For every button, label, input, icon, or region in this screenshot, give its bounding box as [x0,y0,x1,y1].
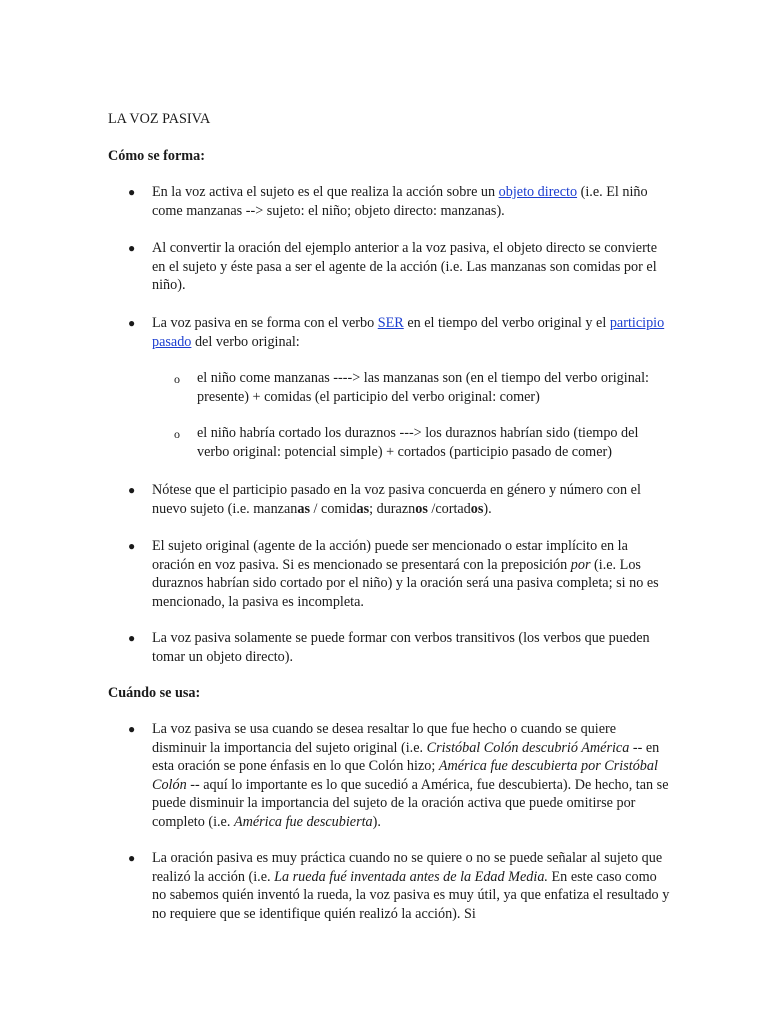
list-item: La voz pasiva solamente se puede formar con verbos transitivos (los verbos que pueden tomar un objeto directo). [152,630,650,665]
page-title: LA VOZ PASIVA [108,111,211,127]
section-heading-como-se-forma: Cómo se forma: [108,148,205,164]
bullet-icon: ● [128,851,136,865]
sub-list-item: el niño come manzanas ----> las manzanas son (en el tiempo del verbo original: presente) + comidas (el participio del verbo original: comer) [197,370,649,405]
list-item: La voz pasiva se usa cuando se desea resaltar lo que fue hecho o cuando se quiere disminuir la importancia del sujeto original (i.e. Cristóbal Colón descubrió América -- en esta oración se pone énfasis en lo que Colón hizo; América fue descubierta por Cristóbal Colón -- aquí lo importante es lo que sucedió a América, fue descubierta). De hecho, tan se puede disminuir la importancia del sujeto de la oración activa que puede omitirse por completo (i.e. América fue descubierta). [152,721,669,830]
bullet-icon: ● [128,722,136,736]
bullet-icon: ● [128,539,136,553]
circle-bullet-icon: o [174,372,180,386]
circle-bullet-icon: o [174,427,180,441]
bullet-icon: ● [128,185,136,199]
sub-list-item: el niño habría cortado los duraznos ---> los duraznos habrían sido (tiempo del verbo original: potencial simple) + cortados (participio pasado de comer) [197,425,639,460]
bullet-icon: ● [128,241,136,255]
list-item: Nótese que el participio pasado en la voz pasiva concuerda en género y número con el nuevo sujeto (i.e. manzanas / comidas; duraznos /cortados). [152,482,641,517]
bullet-icon: ● [128,316,136,330]
link-participio-pasado[interactable]: participio pasado [152,315,665,350]
list-item: El sujeto original (agente de la acción) puede ser mencionado o estar implícito en la oración en voz pasiva. Si es mencionado se presentará con la preposición por (i.e. Los duraznos habrían sido cortado por el niño) y la oración será una pasiva completa; si no es mencionado, la pasiva es incompleta. [152,538,659,610]
bullet-icon: ● [128,483,136,497]
list-item: La voz pasiva en se forma con el verbo SER en el tiempo del verbo original y el participio pasado del verbo original: [152,315,665,350]
list-item: En la voz activa el sujeto es el que realiza la acción sobre un objeto directo (i.e. El niño come manzanas --> sujeto: el niño; objeto directo: manzanas). [152,184,648,219]
section-heading-cuando-se-usa: Cuándo se usa: [108,685,201,701]
list-item: Al convertir la oración del ejemplo anterior a la voz pasiva, el objeto directo se convierte en el sujeto y éste pasa a ser el agente de la acción (i.e. Las manzanas son comidas por el niño). [152,240,658,294]
link-objeto-directo[interactable]: objeto directo [498,184,578,200]
list-item: La oración pasiva es muy práctica cuando no se quiere o no se puede señalar al sujeto que realizó la acción (i.e. La rueda fué inventada antes de la Edad Media. En este caso como no sabemos quién inventó la rueda, la voz pasiva es muy útil, ya que enfatiza el resultado y no requiere que se identifique quién realizó la acción). Si [152,850,670,922]
link-ser[interactable]: SER [377,315,404,331]
bullet-icon: ● [128,631,136,645]
